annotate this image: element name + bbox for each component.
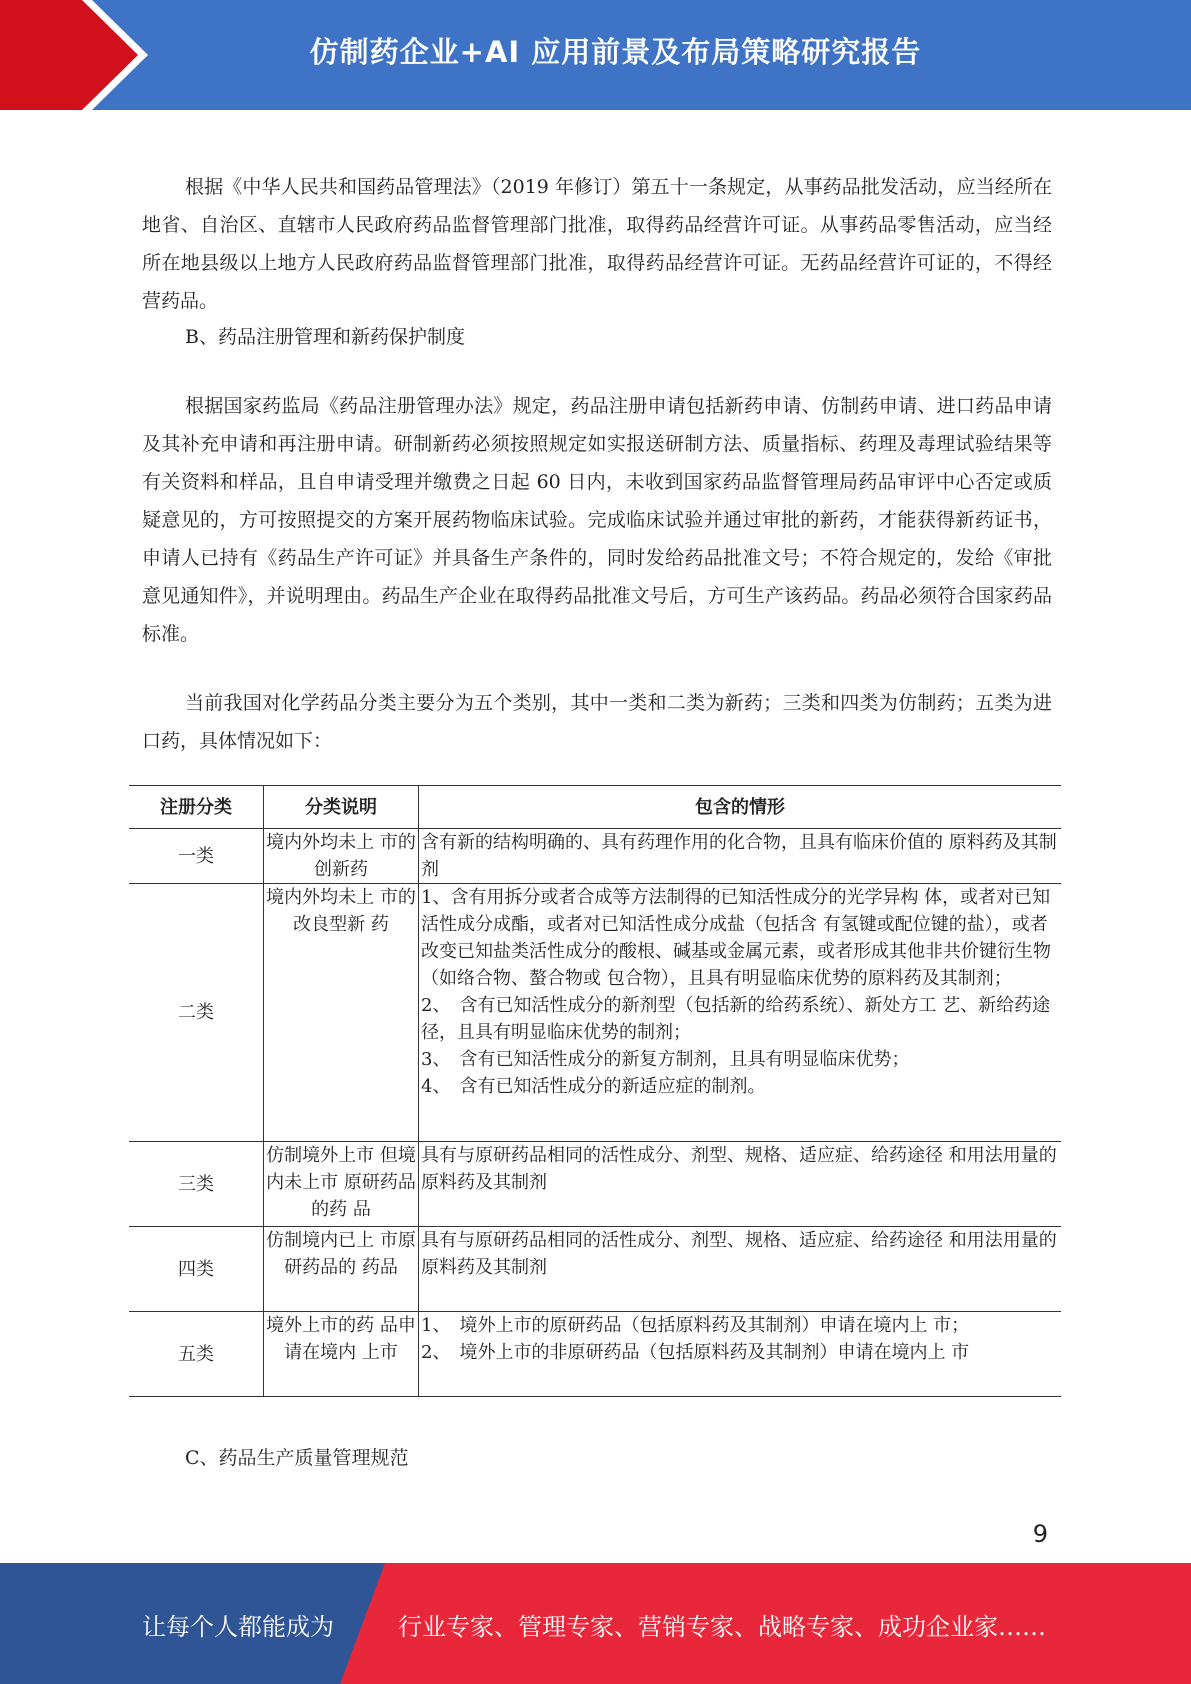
- row-cases: [419, 829, 1062, 884]
- case-line: 2、 含有已知活性成分的新剂型（包括新的给药系统）、新处方工 艺、新给药途径，且具有明显临床优势的制剂；: [421, 995, 1051, 1043]
- section-heading-c: C、药品生产质量管理规范: [185, 1447, 409, 1469]
- row-category: 五类: [129, 1312, 264, 1397]
- row-description: 仿制境内已上 市原研药品的 药品: [264, 1227, 419, 1312]
- case-line: 含有新的结构明确的、具有药理作用的化合物，且具有临床价值的 原料药及其制剂: [421, 832, 1057, 880]
- page-number: 9: [1032, 1520, 1048, 1548]
- paragraph-drug-distribution-law: 根据《中华人民共和国药品管理法》（2019 年修订）第五十一条规定，从事药品批发活动，应当经所在地省、自治区、直辖市人民政府药品监督管理部门批准，取得药品经营许可证。从事药品零售活动，应当经所在地县级以上地方人民政府药品监督管理部门批准，取得药品经营许可证。无药品经营许可证的，不得经营药品。: [142, 176, 1052, 312]
- case-line: 具有与原研药品相同的活性成分、剂型、规格、适应症、给药途径 和用法用量的原料药及其制剂: [421, 1230, 1057, 1278]
- table-row: [129, 829, 1061, 884]
- report-title: 仿制药企业+AI 应用前景及布局策略研究报告: [309, 35, 922, 69]
- row-description: 仿制境外上市 但境内未上市 原研药品的药 品: [264, 1142, 419, 1227]
- paragraph-chemical-drug-classes: 当前我国对化学药品分类主要分为五个类别，其中一类和二类为新药；三类和四类为仿制药；五类为进口药，具体情况如下：: [142, 692, 1052, 752]
- row-category: 一类: [129, 829, 264, 884]
- row-cases: [419, 1227, 1062, 1312]
- page-footer: [0, 1563, 1191, 1684]
- case-line: 1、含有用拆分或者合成等方法制得的已知活性成分的光学异构 体，或者对已知活性成分成酯，或者对已知活性成分成盐（包括含 有氢键或配位键的盐），或者改变已知盐类活性成分的酸根、碱基或金属元素，或者形成其他非共价键衍生物（如络合物、螯合物或 包合物），且具有明显临床优势的原料药及其制剂；: [421, 887, 1051, 989]
- table-row: [129, 1312, 1061, 1397]
- row-description: 境内外均未上 市的创新药: [264, 829, 419, 884]
- page-header: [0, 0, 1191, 110]
- table-row: [129, 1142, 1061, 1227]
- table-header-row: [129, 786, 1061, 829]
- case-line: 4、 含有已知活性成分的新适应症的制剂。: [421, 1076, 766, 1097]
- case-line: 2、 境外上市的非原研药品（包括原料药及其制剂）申请在境内上 市: [421, 1342, 970, 1363]
- table-row: [129, 884, 1061, 1142]
- footer-slogan-left: 让每个人都能成为: [142, 1613, 334, 1641]
- header-class-description: 分类说明: [264, 786, 419, 829]
- table-row: [129, 1227, 1061, 1312]
- footer-slogan-right: 行业专家、管理专家、营销专家、战略专家、成功企业家……: [398, 1613, 1046, 1641]
- row-cases: [419, 1312, 1062, 1397]
- row-cases: [419, 884, 1062, 1142]
- row-category: 三类: [129, 1142, 264, 1227]
- case-line: 3、 含有已知活性成分的新复方制剂，且具有明显临床优势；: [421, 1049, 910, 1070]
- case-line: 具有与原研药品相同的活性成分、剂型、规格、适应症、给药途径 和用法用量的原料药及其制剂: [421, 1145, 1057, 1193]
- row-category: 二类: [129, 884, 264, 1142]
- header-included-cases: 包含的情形: [419, 786, 1062, 829]
- row-description: 境外上市的药 品申请在境内 上市: [264, 1312, 419, 1397]
- header-registration-class: 注册分类: [129, 786, 264, 829]
- row-category: 四类: [129, 1227, 264, 1312]
- case-line: 1、 境外上市的原研药品（包括原料药及其制剂）申请在境内上 市；: [421, 1315, 970, 1336]
- section-heading-b: B、药品注册管理和新药保护制度: [185, 326, 465, 348]
- drug-registration-table: [129, 785, 1061, 1397]
- row-cases: [419, 1142, 1062, 1227]
- row-description: 境内外均未上 市的改良型新 药: [264, 884, 419, 1142]
- paragraph-drug-registration: 根据国家药监局《药品注册管理办法》规定，药品注册申请包括新药申请、仿制药申请、进口药品申请及其补充申请和再注册申请。研制新药必须按照规定如实报送研制方法、质量指标、药理及毒理试验结果等有关资料和样品，且自申请受理并缴费之日起 60 日内，未收到国家药品监督管理局药品审评中心否定或质疑意见的，方可按照提交的方案开展药物临床试验。完成临床试验并通过审批的新药，才能获得新药证书，申请人已持有《药品生产许可证》并具备生产条件的，同时发给药品批准文号；不符合规定的，发给《审批意见通知件》，并说明理由。药品生产企业在取得药品批准文号后，方可生产该药品。药品必须符合国家药品标准。: [142, 395, 1052, 645]
